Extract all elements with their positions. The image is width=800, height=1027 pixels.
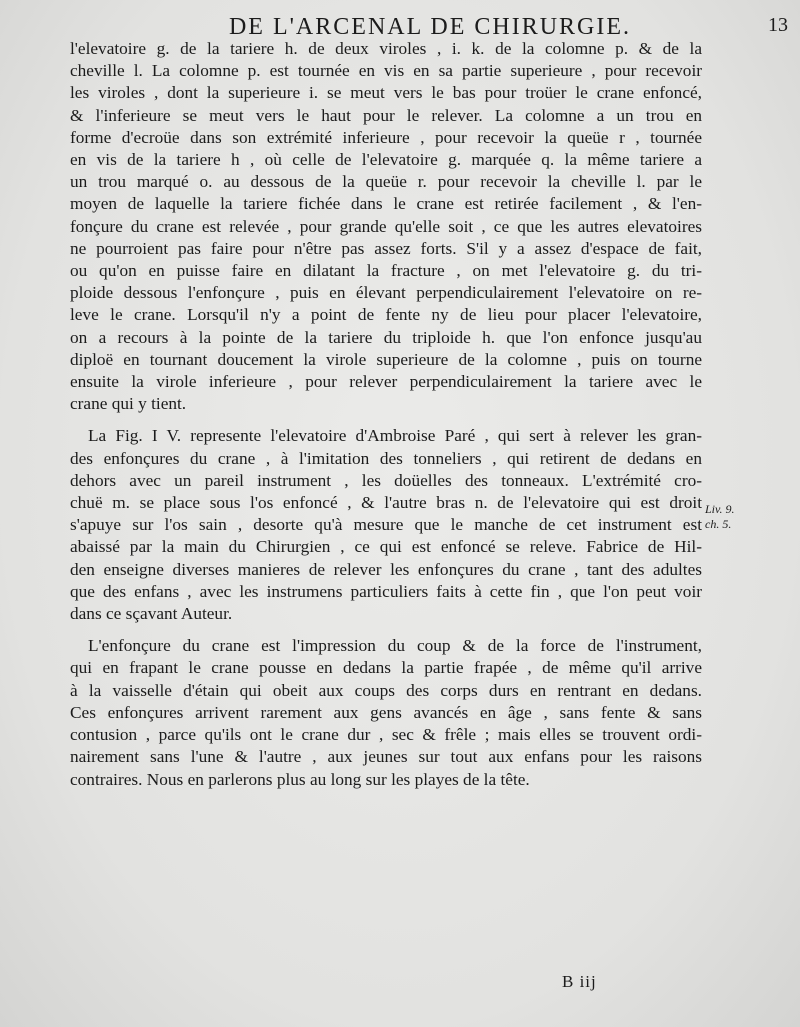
- paragraph-3: [70, 635, 702, 790]
- text-line: diploë en tournant doucement la virole superieure de la colomne , puis on tourne: [70, 349, 702, 369]
- text-line: s'apuye sur l'os sain , desorte qu'à mesure que le manche de cet instrument est: [70, 515, 702, 535]
- text-line: ou qu'on en puisse faire en dilatant la fracture , on met l'elevatoire g. du tri-: [70, 261, 702, 281]
- text-line: l'elevatoire g. de la tariere h. de deux viroles , i. k. de la colomne p. & de la: [70, 39, 702, 58]
- text-line: La Fig. I V. represente l'elevatoire d'Ambroise Paré , qui sert à relever les gran-: [88, 426, 702, 446]
- text-line: cheville l. La colomne p. est tournée en vis en sa partie superieure , pour recevoir: [70, 61, 702, 81]
- text-line: dehors avec un pareil instrument , les doüelles des tonneaux. L'extrémité cro-: [70, 470, 702, 490]
- text-line: ploide dessous l'enfonçure , puis en élevant perpendiculairement l'elevatoire on re-: [70, 283, 702, 303]
- paragraph-gap: [70, 625, 702, 635]
- text-line: contraires. Nous en parlerons plus au long sur les playes de la tête.: [70, 769, 530, 789]
- text-line: Ces enfonçures arrivent rarement aux gens avancés en âge , sans fente & sans: [70, 702, 702, 722]
- text-line: L'enfonçure du crane est l'impression du coup & de la force de l'instrument,: [88, 636, 702, 656]
- text-line: que des enfans , avec les instrumens particuliers faits à cette fin , que l'on peut voir: [70, 581, 702, 601]
- paragraph-2: [70, 425, 702, 625]
- margin-note-line: ch. 5.: [705, 517, 732, 531]
- text-line: un trou marqué o. au dessous de la queüe r. pour recevoir la cheville l. par le: [70, 172, 702, 192]
- text-line: dans ce sçavant Auteur.: [70, 604, 233, 624]
- text-line: nairement sans l'une & l'autre , aux jeunes sur tout aux enfans pour les raisons: [70, 747, 702, 767]
- text-line: den enseigne diverses manieres de relever les enfonçures du crane , tant des adultes: [70, 559, 702, 579]
- margin-note-line: Liv. 9.: [705, 502, 735, 516]
- signature-mark: B iij: [562, 972, 597, 991]
- page-number: 13: [768, 14, 788, 36]
- body-text: [70, 38, 702, 791]
- text-line: ensuite la virole inferieure , pour relever perpendiculairement la tariere avec le: [70, 372, 702, 392]
- text-line: en vis de la tariere h , où celle de l'elevatoire g. marquée q. la même tariere a: [70, 150, 702, 170]
- text-line: crane qui y tient.: [70, 394, 187, 414]
- text-line: forme d'ecroüe dans son extrémité inferieure , pour recevoir la queüe r , tournée: [70, 127, 702, 147]
- text-line: qui en frapant le crane pousse en dedans la partie frapée , de même qu'il arrive: [70, 658, 702, 678]
- text-line: les viroles , dont la superieure i. se meut vers le bas pour troüer le crane enfoncé,: [70, 83, 702, 103]
- paragraph-gap: [70, 415, 702, 425]
- text-line: des enfonçures du crane , à l'imitation des tonneliers , qui retirent de dedans en: [70, 448, 702, 468]
- text-line: contusion , parce qu'ils ont le crane dur , sec & frêle ; mais elles se trouvent ordi-: [70, 725, 702, 745]
- text-line: abaissé par la main du Chirurgien , ce qui est enfoncé se releve. Fabrice de Hil-: [70, 537, 702, 557]
- text-line: ne pourroient pas faire pour n'être pas assez forts. S'il y a assez d'espace de fait,: [70, 238, 702, 258]
- margin-note: [705, 502, 734, 532]
- text-line: on a recours à la pointe de la tariere du triploide h. que l'on enfonce jusqu'au: [70, 327, 702, 347]
- text-line: fonçure du crane est relevée , pour grande qu'elle soit , ce que les autres elevatoires: [70, 216, 702, 236]
- text-line: moyen de laquelle la tariere fichée dans le crane est retirée facilement , & l'en-: [70, 194, 702, 214]
- text-line: à la vaisselle d'étain qui obeit aux coups des corps durs en rentrant en dedans.: [70, 680, 702, 700]
- paragraph-1: [70, 38, 702, 415]
- text-line: leve le crane. Lorsqu'il n'y a point de fente ny de lieu pour placer l'elevatoire,: [70, 305, 702, 325]
- text-line: chuë m. se place sous l'os enfoncé , & l'autre bras n. de l'elevatoire qui est droit: [70, 493, 702, 513]
- text-line: & l'inferieure se meut vers le haut pour le relever. La colomne a un trou en: [70, 105, 702, 125]
- running-header: DE L'ARCENAL DE CHIRURGIE.: [228, 14, 632, 40]
